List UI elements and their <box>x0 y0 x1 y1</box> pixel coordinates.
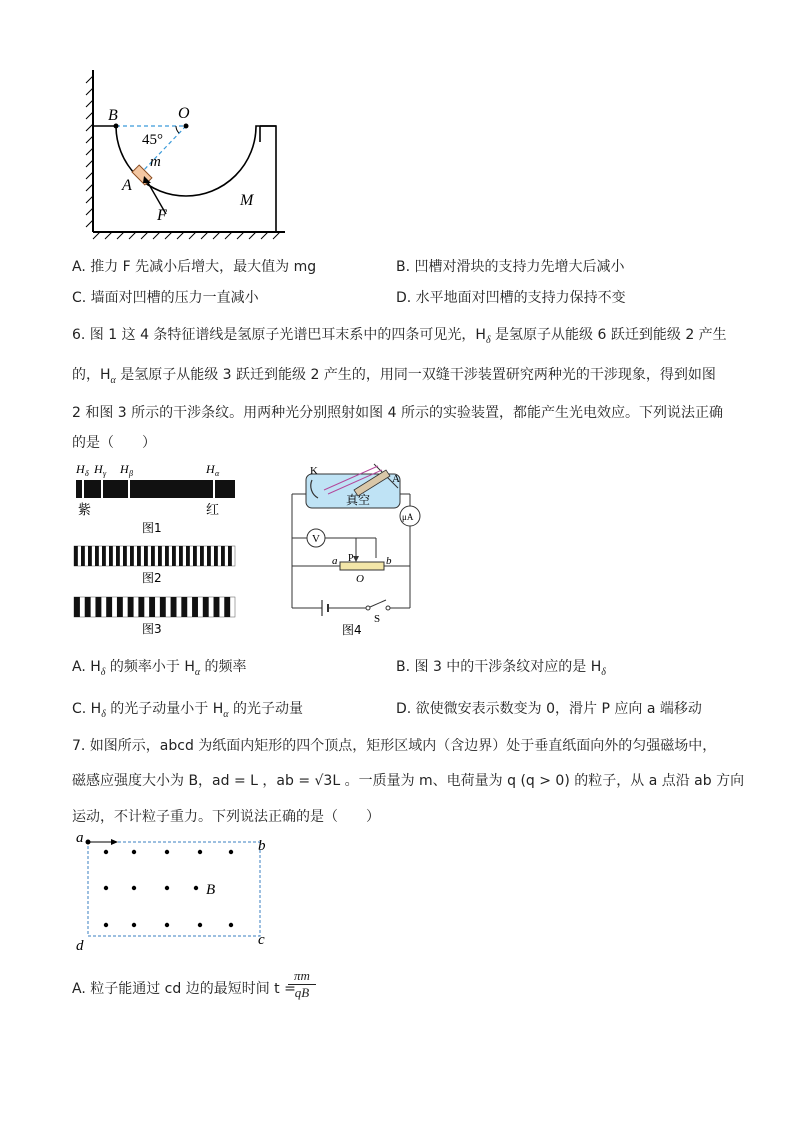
fringe <box>179 546 183 566</box>
fringe <box>228 546 232 566</box>
q5-option-b: B. 凹槽对滑块的支持力先增大后减小 <box>396 259 625 275</box>
fringe <box>186 546 190 566</box>
fig1-label-hbeta: H <box>120 462 129 476</box>
fringe <box>149 597 155 617</box>
q6-option-c: C. $H_\delta$ 的光子动量小于 $H_\alpha$ 的光子动量 <box>72 701 303 720</box>
groove-figure <box>80 62 290 242</box>
spectrum-figures <box>70 458 245 638</box>
q7-option-a: A. 粒子能通过 cd 边的最短时间 t = <box>72 981 296 997</box>
fringe <box>160 597 166 617</box>
label-F: F <box>157 207 167 224</box>
corner-b: b <box>258 838 266 854</box>
fig3-caption: 图3 <box>142 622 162 636</box>
field-dot <box>229 850 233 854</box>
fringe <box>214 546 218 566</box>
field-dot <box>104 850 108 854</box>
fringe <box>172 546 176 566</box>
field-dot <box>165 923 169 927</box>
fringe <box>123 546 127 566</box>
fig1-sub-gamma: γ <box>103 469 107 478</box>
q7-fraction <box>288 968 316 1001</box>
field-dot <box>229 923 233 927</box>
fig1-red-label: 红 <box>206 503 220 518</box>
fringe <box>106 597 112 617</box>
q6-stem-line4: 的是（ ） <box>72 435 156 451</box>
fringe <box>214 597 220 617</box>
fringe <box>117 597 123 617</box>
q5-option-a: A. 推力 F 先减小后增大，最大值为 mg <box>72 259 317 275</box>
q6-option-d: D. 欲使微安表示数变为 0，滑片 P 应向 a 端移动 <box>396 701 702 717</box>
fringe <box>85 597 91 617</box>
fig4-vacuum-label: 真空 <box>346 493 371 507</box>
fig1-violet-label: 紫 <box>78 503 92 518</box>
fringe <box>74 597 80 617</box>
fig4-microammeter: μA <box>402 512 414 522</box>
fringe <box>81 546 85 566</box>
fig4-slider-p: P <box>348 553 354 564</box>
fig4-label-o: O <box>356 573 364 585</box>
fig1-sub-beta: β <box>129 469 133 478</box>
fringe <box>116 546 120 566</box>
fig1-label-hgamma: H <box>94 462 103 476</box>
fringe <box>181 597 187 617</box>
fringe <box>137 546 141 566</box>
fringe <box>200 546 204 566</box>
fig3-fringes <box>74 597 230 617</box>
fringe <box>192 597 198 617</box>
fringe <box>95 546 99 566</box>
fig2-fringes <box>74 546 232 566</box>
label-O: O <box>178 105 190 122</box>
fringe <box>130 546 134 566</box>
fraction-denominator: qB <box>294 985 310 1000</box>
fig1-label-hdelta: H <box>76 462 85 476</box>
field-dot <box>165 850 169 854</box>
corner-c: c <box>258 932 265 948</box>
photoelectric-circuit <box>282 460 432 640</box>
fringe <box>95 597 101 617</box>
field-dot <box>198 923 202 927</box>
q7-stem-line1: 7. 如图所示，abcd 为纸面内矩形的四个顶点，矩形区域内（含边界）处于垂直纸面向外的匀强磁场中， <box>72 738 717 754</box>
field-dot <box>165 886 169 890</box>
fringe <box>165 546 169 566</box>
q5-option-c: C. 墙面对凹槽的压力一直减小 <box>72 290 259 306</box>
fringe <box>193 546 197 566</box>
fig4-voltmeter: V <box>312 533 320 545</box>
fringe <box>171 597 177 617</box>
fringe <box>158 546 162 566</box>
q6-stem-line2: 的，$H_\alpha$ 是氢原子从能级 3 跃迁到能级 2 产生的，用同一双缝干涉装置研究两种光的干涉现象，得到如图 <box>72 367 716 386</box>
fig4-label-a: A <box>392 473 400 485</box>
fringe <box>224 597 230 617</box>
label-M: M <box>240 192 254 209</box>
q6-option-b: B. 图 3 中的干涉条纹对应的是 $H_\delta$ <box>396 659 606 678</box>
label-m: m <box>150 154 161 170</box>
fringe <box>88 546 92 566</box>
field-dot <box>132 923 136 927</box>
field-dot <box>194 886 198 890</box>
label-angle: 45° <box>142 132 163 148</box>
fringe <box>207 546 211 566</box>
fringe <box>151 546 155 566</box>
fig1-label-halpha: H <box>206 462 215 476</box>
fringe <box>203 597 209 617</box>
fig4-label-b-end: b <box>386 555 392 567</box>
fig4-switch-label: S <box>374 613 381 625</box>
fringe <box>128 597 134 617</box>
corner-d: d <box>76 938 84 953</box>
fig1-caption: 图1 <box>142 521 162 535</box>
fringe <box>102 546 106 566</box>
q6-option-a: A. $H_\delta$ 的频率小于 $H_\alpha$ 的频率 <box>72 659 247 678</box>
q6-stem-line3: 2 和图 3 所示的干涉条纹。用两种光分别照射如图 4 所示的实验装置，都能产生光电效应。下列说法正确 <box>72 405 723 421</box>
fringe <box>144 546 148 566</box>
field-label-b: B <box>206 882 216 898</box>
fig2-caption: 图2 <box>142 571 162 585</box>
fig4-caption: 图4 <box>342 623 362 637</box>
field-dot <box>104 886 108 890</box>
fraction-numerator: πm <box>288 968 316 985</box>
corner-a: a <box>76 830 84 846</box>
fig4-label-k: K <box>310 465 318 477</box>
fringe <box>74 546 78 566</box>
fig4-label-a-end: a <box>332 555 338 567</box>
fig1-sub-alpha: α <box>215 469 220 478</box>
fringe <box>221 546 225 566</box>
q6-stem-line1: 6. 图 1 这 4 条特征谱线是氢原子光谱巴耳末系中的四条可见光，$H_\delta$ 是氢原子从能级 6 跃迁到能级 2 产生 <box>72 327 727 346</box>
field-dot <box>132 886 136 890</box>
magnetic-field-figure <box>70 828 280 953</box>
q7-stem-line3: 运动，不计粒子重力。下列说法正确的是（ ） <box>72 809 380 825</box>
field-dot <box>132 850 136 854</box>
fig1-sub-delta: δ <box>85 469 89 478</box>
q7-stem-line2: 磁感应强度大小为 B，ad = L ，ab = √3L 。一质量为 m、电荷量为 q (q > 0) 的粒子，从 a 点沿 ab 方向 <box>72 773 745 789</box>
fringe <box>138 597 144 617</box>
field-dot <box>198 850 202 854</box>
q5-option-d: D. 水平地面对凹槽的支持力保持不变 <box>396 290 626 306</box>
label-B: B <box>108 107 118 124</box>
field-dot <box>104 923 108 927</box>
fringe <box>109 546 113 566</box>
label-A: A <box>122 177 132 194</box>
